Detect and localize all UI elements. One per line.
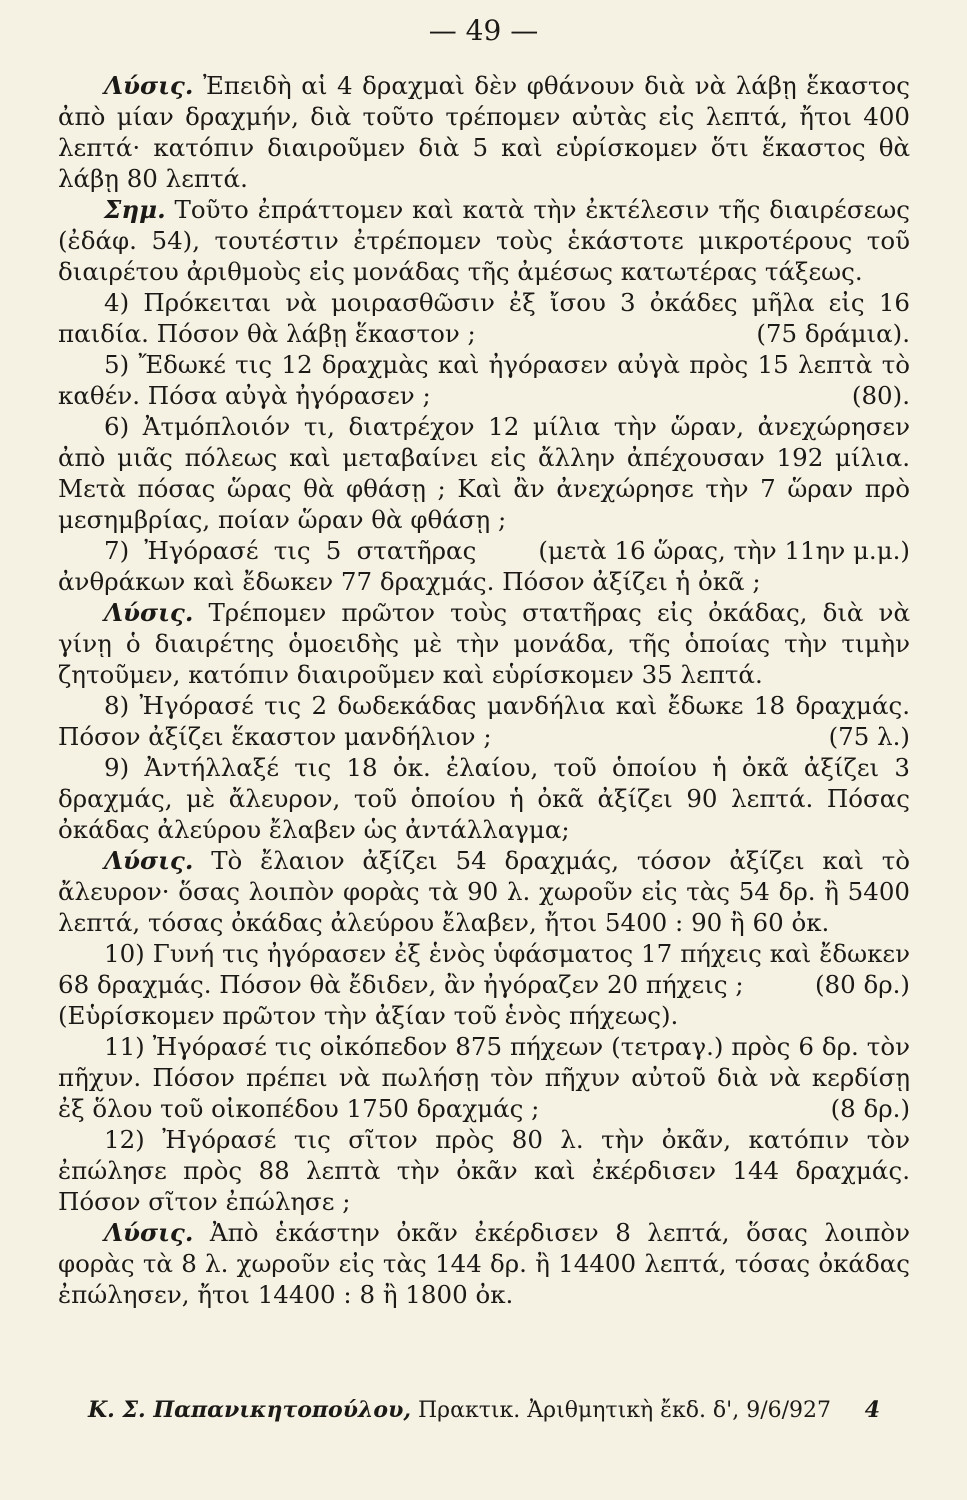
page-body — [58, 70, 910, 1310]
paragraph-text: Τρέπομεν πρῶτον τοὺς στατῆρας εἰς ὀκάδας, διὰ νὰ γίνῃ ὁ διαιρέτης ὁμοειδὴς μὲ τὴν μονάδα, τῆς ὁποίας τὴν τιμὴν ζητοῦμεν, κατόπιν διαιροῦμεν καὶ εὑρίσκομεν 35 λεπτά. — [58, 598, 910, 689]
paragraph-text: 6) Ἀτμόπλοιόν τι, διατρέχον 12 μίλια τὴν ὥραν, ἀνεχώρησεν ἀπὸ μιᾶς πόλεως καὶ μεταβαίνει εἰς ἄλλην ἀπέχουσαν 192 μίλια. Μετὰ πόσας ὥρας θὰ φθάσῃ ; Καὶ ἂν ἀνεχώρησε τὴν 7 ὥραν πρὸ μεσημβρίας, ποίαν ὥραν θὰ φθάσῃ ; — [58, 412, 910, 534]
paragraph-label: Λύσις. — [104, 71, 194, 100]
paragraph-label: Λύσις. — [104, 1218, 194, 1247]
exercise-6 — [58, 411, 910, 565]
paragraph-text: 7) Ἠγόρασέ τις 5 στατῆρας ἀνθράκων καὶ ἔδωκεν 77 δραχμάς. Πόσον ἀξίζει ἡ ὀκᾶ ; — [58, 536, 761, 596]
footer-book: Πρακτικ. Ἀριθμητικὴ ἔκδ. δ', 9/6/927 — [411, 1398, 832, 1423]
paragraph — [58, 1000, 910, 1031]
answer: (80). — [851, 381, 910, 410]
paragraph — [58, 597, 910, 690]
paragraph-text: 8) Ἠγόρασέ τις 2 δωδεκάδας μανδήλια καὶ ἔδωκε 18 δραχμάς. Πόσον ἀξίζει ἕκαστον μανδήλιον ; — [58, 691, 910, 751]
paragraph-text: 12) Ἠγόρασέ τις σῖτον πρὸς 80 λ. τὴν ὀκᾶν, κατόπιν τὸν ἐπώλησε πρὸς 88 λεπτὰ τὴν ὀκᾶν καὶ ἐκέρδισεν 144 δραχμάς. Πόσον σῖτον ἐπώλησε ; — [58, 1125, 910, 1216]
exercise-5 — [58, 349, 910, 411]
page-number: — 49 — — [428, 14, 539, 47]
answer: (8 δρ.) — [830, 1094, 910, 1123]
answer: (80 δρ.) — [814, 970, 910, 999]
paragraph — [58, 70, 910, 194]
paragraph-text: Τοῦτο ἐπράττομεν καὶ κατὰ τὴν ἐκτέλεσιν τῆς διαιρέσεως (ἐδάφ. 54), τουτέστιν ἐτρέπομεν τοὺς ἑκάστοτε μικροτέρους τοῦ διαιρέτου ἀριθμοὺς εἰς μονάδας τῆς ἀμέσως κατωτέρας τάξεως. — [58, 195, 910, 286]
exercise-12 — [58, 1124, 910, 1217]
exercise-9 — [58, 752, 910, 845]
paragraph-text: Τὸ ἔλαιον ἀξίζει 54 δραχμάς, τόσον ἀξίζει καὶ τὸ ἄλευρον· ὅσας λοιπὸν φορὰς τὰ 90 λ. χωροῦν εἰς τὰς 54 δρ. ἢ 5400 λεπτά, τόσας ὀκάδας ἀλεύρου ἔλαβεν, ἤτοι 5400 : 90 ἢ 60 ὀκ. — [58, 846, 910, 937]
paragraph-text: Ἀπὸ ἑκάστην ὀκᾶν ἐκέρδισεν 8 λεπτά, ὅσας λοιπὸν φορὰς τὰ 8 λ. χωροῦν εἰς τὰς 144 δρ. ἢ 14400 λεπτά, τόσας ὀκάδας ἐπώλησεν, ἤτοι 14400 : 8 ἢ 1800 ὀκ. — [58, 1218, 910, 1309]
paragraph — [58, 1217, 910, 1310]
paragraph-label: Σημ. — [104, 195, 166, 224]
paragraph — [58, 194, 910, 287]
answer: (75 δράμια). — [756, 319, 910, 348]
paragraph-text: 5) Ἔδωκέ τις 12 δραχμὰς καὶ ἠγόρασεν αὐγὰ πρὸς 15 λεπτὰ τὸ καθέν. Πόσα αὐγὰ ἠγόρασεν ; — [58, 350, 910, 410]
exercise-8 — [58, 690, 910, 752]
page-footer — [88, 1396, 880, 1425]
answer: (μετὰ 16 ὥρας, τὴν 11ην μ.μ.) — [538, 536, 910, 565]
paragraph-text: (Εὑρίσκομεν πρῶτον τὴν ἀξίαν τοῦ ἑνὸς πήχεως). — [58, 1001, 679, 1030]
exercise-11 — [58, 1031, 910, 1124]
exercise-10 — [58, 938, 910, 1000]
paragraph-text: 4) Πρόκειται νὰ μοιρασθῶσιν ἐξ ἴσου 3 ὀκάδες μῆλα εἰς 16 παιδία. Πόσον θὰ λάβῃ ἕκαστον ; — [58, 288, 910, 348]
paragraph-text: 9) Ἀντήλλαξέ τις 18 ὀκ. ἐλαίου, τοῦ ὁποίου ἡ ὀκᾶ ἀξίζει 3 δραχμάς, μὲ ἄλευρον, τοῦ ὁποίου ἡ ὀκᾶ ἀξίζει 90 λεπτά. Πόσας ὀκάδας ἀλεύρου ἔλαβεν ὡς ἀντάλλαγμα; — [58, 753, 910, 844]
paragraph-text: 10) Γυνή τις ἠγόρασεν ἐξ ἑνὸς ὑφάσματος 17 πήχεις καὶ ἔδωκεν 68 δραχμάς. Πόσον θὰ ἔδιδεν, ἂν ἠγόραζεν 20 πήχεις ; — [58, 939, 910, 999]
paragraph-text: Ἐπειδὴ αἱ 4 δραχμαὶ δὲν φθάνουν διὰ νὰ λάβῃ ἕκαστος ἀπὸ μίαν δραχμήν, διὰ τοῦτο τρέπομεν αὐτὰς εἰς λεπτά, ἤτοι 400 λεπτά· κατόπιν διαιροῦμεν διὰ 5 καὶ εὑρίσκομεν ὅτι ἕκαστος θὰ λάβῃ 80 λεπτά. — [58, 71, 910, 193]
paragraph-text: 11) Ἠγόρασέ τις οἰκόπεδον 875 πήχεων (τετραγ.) πρὸς 6 δρ. τὸν πῆχυν. Πόσον πρέπει νὰ πωλήσῃ τὸν πῆχυν αὐτοῦ διὰ νὰ κερδίσῃ ἐξ ὅλου τοῦ οἰκοπέδου 1750 δραχμάς ; — [58, 1032, 910, 1123]
paragraph — [58, 845, 910, 938]
paragraph-label: Λύσις. — [104, 846, 194, 875]
footer-author: Κ. Σ. Παπανικητοπούλου, — [88, 1397, 411, 1423]
paragraph-label: Λύσις. — [104, 598, 194, 627]
signature-mark: 4 — [864, 1397, 880, 1423]
answer: (75 λ.) — [828, 722, 910, 751]
exercise-4 — [58, 287, 910, 349]
